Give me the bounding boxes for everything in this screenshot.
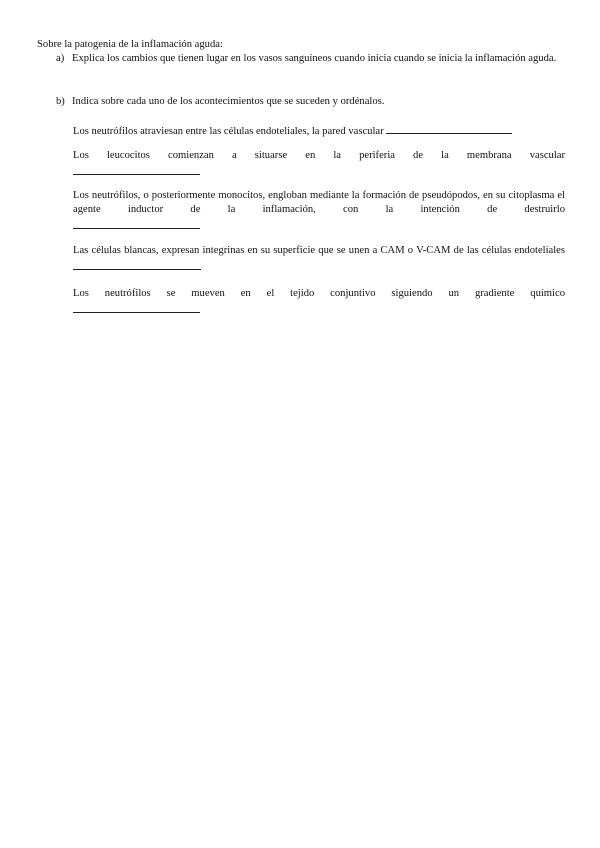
statement-4-text: Las células blancas, expresan integrinas en su superficie que se unen a CAM o V-CAM de las células endoteliales: [73, 245, 565, 256]
question-item-b: [56, 95, 565, 109]
statement-3-text: Los neutrófilos, o posteriormente monocitos, engloban mediante la formación de pseudópodos, en su citoplasma el agente inductor de la inflamación, con la intención de destruirlo: [73, 190, 565, 215]
answer-blank-4[interactable]: [73, 258, 201, 270]
item-marker-b: b): [56, 96, 65, 107]
question-intro: Sobre la patogenia de la inflamación aguda:: [37, 39, 223, 50]
statement-2: [73, 149, 565, 180]
answer-blank-2[interactable]: [73, 163, 200, 175]
statement-4: [73, 244, 565, 275]
answer-blank-5[interactable]: [73, 301, 200, 313]
item-marker-a: a): [56, 53, 65, 64]
item-text-b: Indica sobre cada uno de los acontecimientos que se suceden y ordénalos.: [72, 96, 385, 107]
question-item-a: [56, 52, 565, 66]
statement-3: [73, 189, 565, 234]
statement-2-text: Los leucocitos comienzan a situarse en la periferia de la membrana vascular: [73, 150, 565, 161]
statement-1: [73, 122, 565, 139]
item-text-a: Explica los cambios que tienen lugar en los vasos sanguíneos cuando inicia cuando se inicia la inflamación aguda.: [72, 53, 557, 64]
statement-5-text: Los neutrófilos se mueven en el tejido conjuntivo siguiendo un gradiente químico: [73, 288, 565, 299]
statement-1-text: Los neutrófilos atraviesan entre las células endoteliales, la pared vascular: [73, 126, 384, 137]
statement-5: [73, 287, 565, 318]
answer-blank-1[interactable]: [386, 122, 512, 134]
answer-blank-3[interactable]: [73, 217, 200, 229]
